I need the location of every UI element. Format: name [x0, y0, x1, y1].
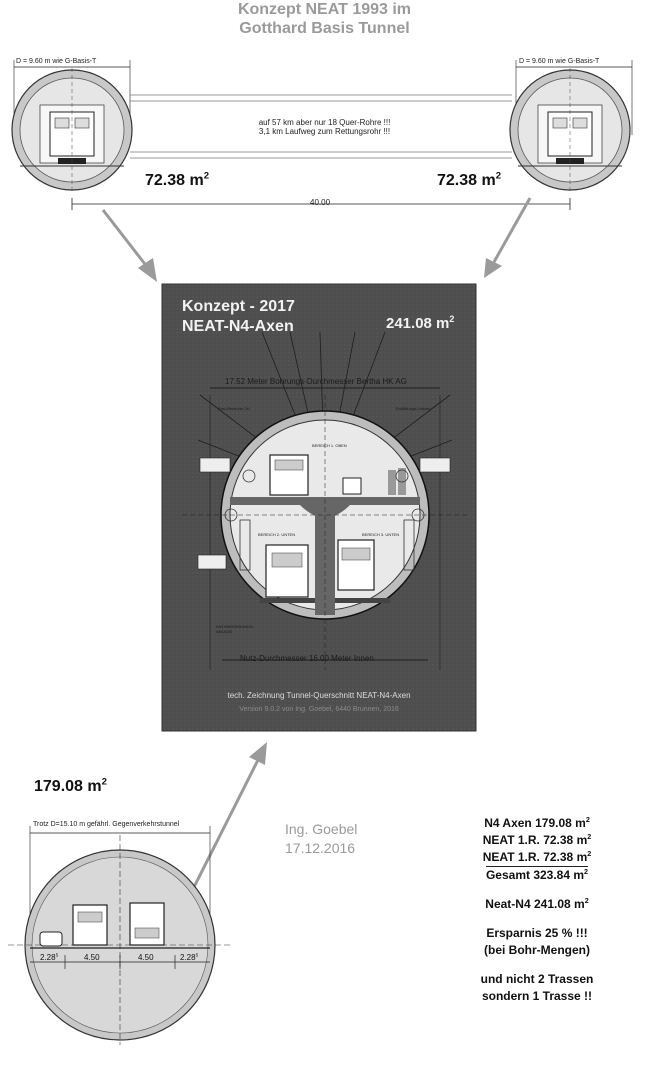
panel-title-line1: Konzept - 2017 — [182, 298, 295, 315]
dim-d-exp: 5 — [195, 953, 199, 959]
left-area-value: 72.38 m — [145, 172, 204, 189]
bottom-area-label — [34, 778, 107, 796]
panel-caption: tech. Zeichnung Tunnel-Querschnitt NEAT-N4-Axen — [227, 691, 411, 700]
dim-a-value: 2.28 — [40, 953, 56, 962]
right-diameter-label: D = 9.60 m wie G-Basis-T — [519, 58, 600, 65]
cross-passage-lines — [72, 95, 570, 210]
summary-line3: NEAT 1.R. 72.38 $m^2$ — [482, 849, 592, 864]
panel-area-value: 241.08 m — [386, 315, 450, 332]
right-area-exp: 2 — [495, 170, 502, 182]
summary-block — [462, 815, 612, 1005]
dim-a — [40, 953, 58, 962]
summary-line7: (bei Bohr-Mengen) — [484, 943, 590, 957]
panel-title — [182, 297, 295, 337]
author-block — [285, 820, 357, 858]
summary-line9: sondern 1 Trasse !! — [481, 989, 593, 1003]
right-side-label: Entlüftungs-Leitung — [396, 406, 431, 411]
bore-label: 17.52 Meter Bohrungs-Durchmesser Bertha HK AG — [225, 377, 407, 386]
bottom-tube-drawing — [8, 826, 232, 1045]
dim-b: 4.50 — [84, 953, 100, 962]
left-area-exp: 2 — [203, 170, 210, 182]
summary-line8: und nicht 2 Trassen — [480, 972, 594, 986]
author-date: 17.12.2016 — [285, 840, 356, 856]
summary-line6: Ersparnis 25 % !!! — [486, 926, 588, 940]
panel-version: Version 9.0.2 von Ing. Goebel, 6440 Brunnen, 2016 — [239, 706, 399, 713]
inner-diameter-label: Nutz-Durchmesser 16.00 Meter Innen — [240, 654, 374, 663]
left-side-label: Fest-Bereiche Ort — [218, 406, 250, 411]
dim-d-value: 2.28 — [180, 953, 196, 962]
author-name: Ing. Goebel — [285, 821, 358, 837]
summary-line5: Neat-N4 241.08 $m^2$ — [485, 896, 589, 911]
spacing-label: 40.00 — [310, 198, 331, 207]
right-area-label — [437, 172, 501, 190]
bottom-area-exp: 2 — [101, 776, 107, 788]
panel-title-line2: NEAT-N4-Axen — [182, 318, 294, 335]
upper-lane-label: BEREICH 1. OBEN — [312, 443, 347, 448]
lower-right-label: BEREICH 3. UNTEN — [362, 532, 400, 537]
bottom-left-note: ENTWÄSSERUNGS-ANLAGE — [216, 624, 255, 634]
concept-2017-panel — [162, 284, 476, 731]
bottom-area-value: 179.08 m — [34, 778, 102, 795]
right-area-value: 72.38 m — [437, 172, 496, 189]
top-note — [0, 118, 649, 136]
top-note-line1: auf 57 km aber nur 18 Quer-Rohre !!! — [258, 118, 391, 127]
left-area-label — [145, 172, 209, 190]
dim-c: 4.50 — [138, 953, 154, 962]
dim-a-exp: 5 — [55, 953, 59, 959]
lower-left-label: BEREICH 2. UNTEN — [258, 532, 296, 537]
bottom-diameter-note: Trotz D=15.10 m gefährl. Gegenverkehrstunnel — [33, 821, 180, 828]
top-title-line2: Gotthard Basis Tunnel — [239, 20, 410, 37]
summary-line1: N4 Axen 179.08 $m^2$ — [484, 815, 590, 830]
top-note-line2: 3,1 km Laufweg zum Rettungsrohr !!! — [258, 127, 391, 136]
top-title-line1: Konzept NEAT 1993 im — [237, 1, 412, 18]
summary-line2: NEAT 1.R. 72.38 $m^2$ — [482, 832, 592, 847]
dim-d — [180, 953, 198, 962]
panel-area-exp: 2 — [449, 314, 455, 324]
left-diameter-label: D = 9.60 m wie G-Basis-T — [16, 58, 97, 65]
summary-line4: Gesamt 323.84 $m^2$ — [485, 867, 589, 882]
panel-area-label — [386, 315, 454, 332]
